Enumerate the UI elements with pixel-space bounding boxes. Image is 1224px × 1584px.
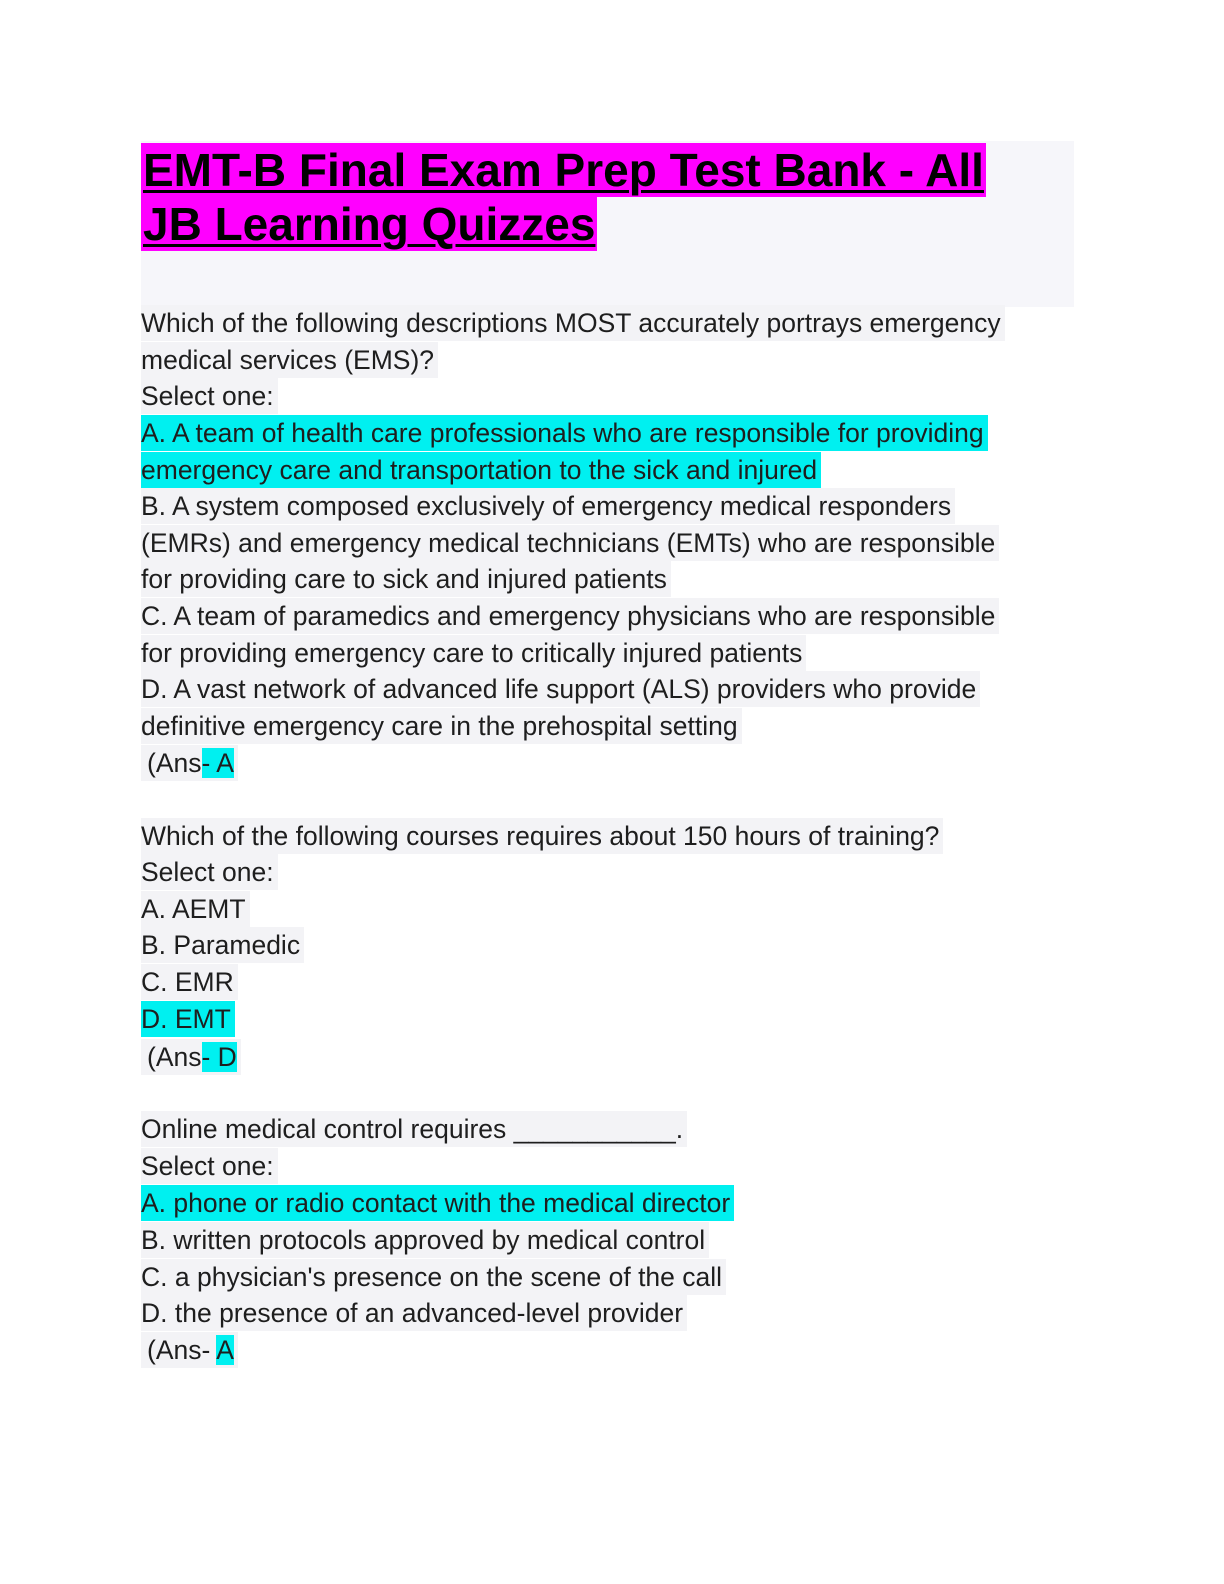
question-3-option-c: C. a physician's presence on the scene of the call xyxy=(141,1259,726,1295)
question-1-answer-value: - A xyxy=(201,748,234,778)
question-1-option-b-line-2: (EMRs) and emergency medical technicians (EMTs) who are responsible xyxy=(141,525,999,561)
question-1-option-b-line-3: for providing care to sick and injured patients xyxy=(141,561,671,597)
question-2-answer xyxy=(141,1039,241,1075)
question-1-stem-line-1: Which of the following descriptions MOST accurately portrays emergency xyxy=(141,305,1005,341)
question-3-option-a: A. phone or radio contact with the medical director xyxy=(141,1185,734,1221)
question-1-option-b-line-1: B. A system composed exclusively of emergency medical responders xyxy=(141,488,955,524)
question-1-answer-prefix: (Ans xyxy=(147,748,202,778)
question-2-select-label: Select one: xyxy=(141,854,278,890)
question-3-answer-value: A xyxy=(216,1335,234,1365)
question-1-option-a-line-1: A. A team of health care professionals who are responsible for providing xyxy=(141,415,988,451)
question-3-select-label: Select one: xyxy=(141,1148,278,1184)
document-title-line-2: JB Learning Quizzes xyxy=(143,198,596,250)
question-2-option-a: A. AEMT xyxy=(141,891,250,927)
question-3-option-b: B. written protocols approved by medical control xyxy=(141,1222,709,1258)
question-3-option-d: D. the presence of an advanced-level provider xyxy=(141,1295,687,1331)
question-1-option-c-line-2: for providing emergency care to critically injured patients xyxy=(141,635,806,671)
question-1-option-c-line-1: C. A team of paramedics and emergency physicians who are responsible xyxy=(141,598,999,634)
question-1-option-d-line-2: definitive emergency care in the prehospital setting xyxy=(141,708,742,744)
question-1-answer xyxy=(141,745,238,781)
question-2-option-d: D. EMT xyxy=(141,1001,235,1037)
question-2-stem-line-1: Which of the following courses requires about 150 hours of training? xyxy=(141,818,943,854)
question-3-answer-prefix: (Ans- xyxy=(147,1335,217,1365)
question-2-option-c: C. EMR xyxy=(141,964,238,1000)
question-1-select-label: Select one: xyxy=(141,378,278,414)
question-1-option-a-line-2: emergency care and transportation to the sick and injured xyxy=(141,452,821,488)
question-1-stem-line-2: medical services (EMS)? xyxy=(141,342,438,378)
question-3-answer xyxy=(141,1332,238,1368)
question-3-stem-line-1: Online medical control requires ___________. xyxy=(141,1111,687,1147)
question-2-option-b: B. Paramedic xyxy=(141,927,304,963)
document-title-block xyxy=(141,141,1074,307)
question-2-answer-prefix: (Ans xyxy=(147,1042,202,1072)
document-title-line-1: EMT-B Final Exam Prep Test Bank - All xyxy=(143,144,984,196)
question-1-option-d-line-1: D. A vast network of advanced life support (ALS) providers who provide xyxy=(141,671,980,707)
question-2-answer-value: - D xyxy=(201,1042,237,1072)
